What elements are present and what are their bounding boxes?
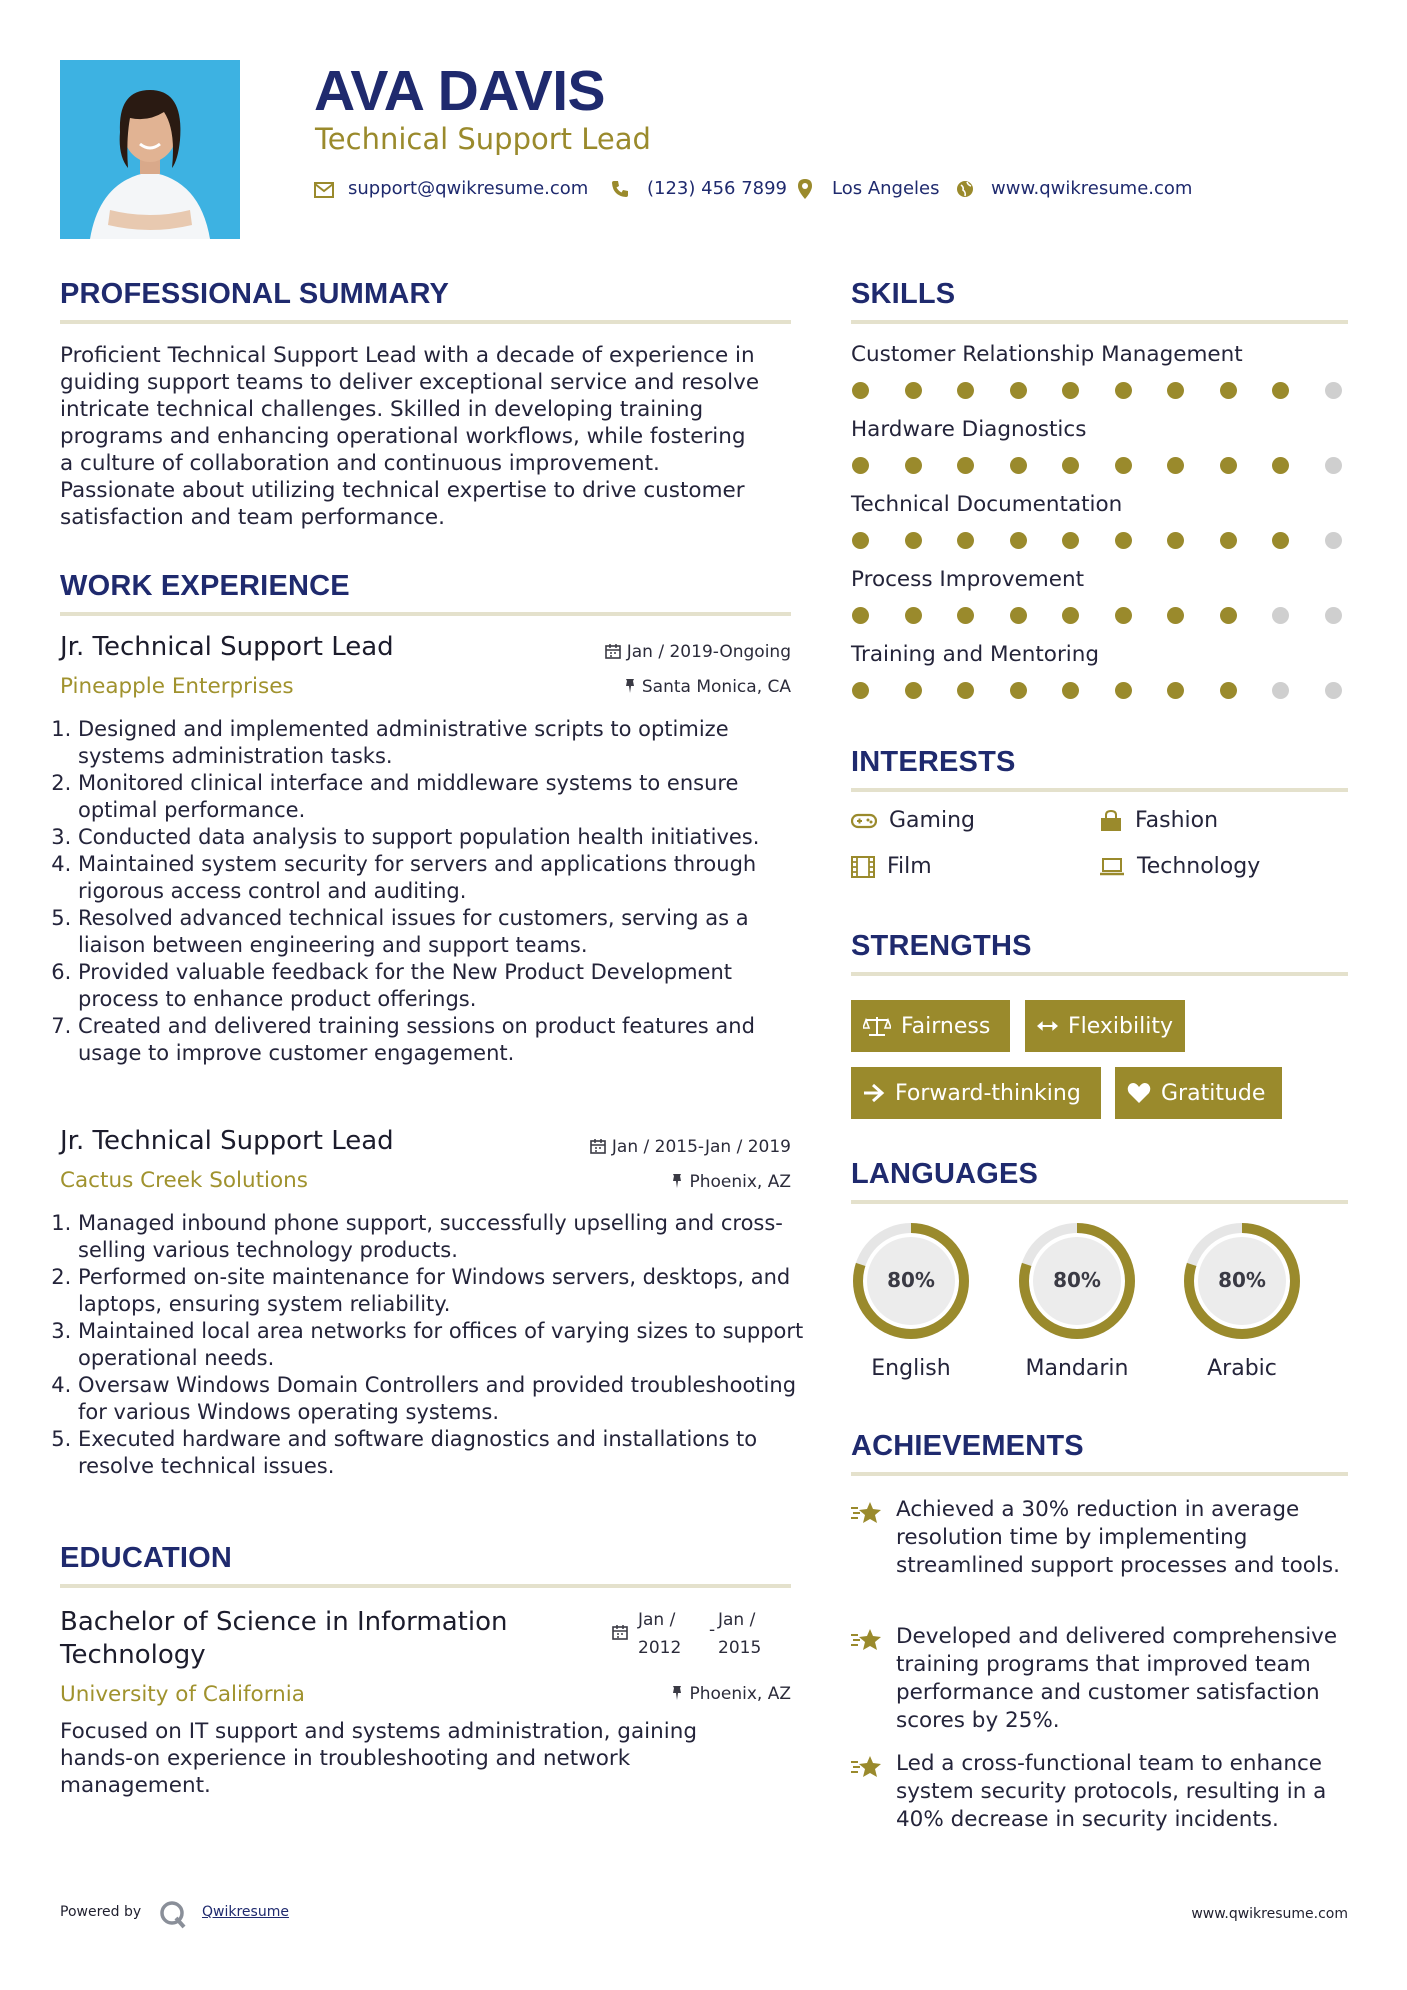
globe-icon [956,180,974,198]
skill-dot-filled [1220,457,1237,474]
job-title: Jr. Technical Support Lead [60,632,394,662]
list-item: 4. Maintained system security for servers and applications through rigorous access control and auditing. [78,851,813,905]
skill-dot-filled [1220,532,1237,549]
candidate-name: AVA DAVIS [314,59,606,123]
skill-dot-filled [1115,682,1132,699]
phone-number[interactable]: (123) 456 7899 [647,178,788,199]
skill-dot-filled [1062,682,1079,699]
balance-scale-icon [863,1015,891,1037]
skill-dot-filled [852,457,869,474]
strengths-divider [851,972,1348,976]
languages-divider [851,1200,1348,1204]
list-item: 2. Performed on-site maintenance for Windows servers, desktops, and laptops, ensuring system reliability. [78,1264,813,1318]
achievement-item: Led a cross-functional team to enhance system security protocols, resulting in a 40% decrease in security incidents. [896,1751,1327,1832]
list-item: 4. Oversaw Windows Domain Controllers and provided troubleshooting for various Windows operating systems. [78,1372,813,1426]
qwikresume-logo-icon [158,1899,188,1929]
shooting-star-icon [851,1754,883,1780]
avatar [60,60,240,239]
skill-dot-filled [1062,382,1079,399]
date-separator: - [709,1620,716,1640]
achievements-divider [851,1472,1348,1476]
language-name: Arabic [1207,1356,1277,1381]
heart-icon [1127,1082,1151,1104]
strength-tag-fairness: Fairness [851,1000,1010,1052]
strength-tag-flexibility: Flexibility [1025,1000,1185,1052]
language-percent: 80% [1218,1268,1266,1292]
skill-dot-filled [957,607,974,624]
calendar-icon [612,1624,628,1640]
job-bullets [60,1210,813,1480]
job-dates: Jan / 2015-Jan / 2019 [500,1137,791,1157]
list-item: 5. Resolved advanced technical issues for customers, serving as a liaison between engineering and support teams. [78,905,813,959]
qwikresume-link[interactable]: Qwikresume [202,1904,289,1920]
skill-rating [852,457,1342,474]
pushpin-icon [624,678,636,694]
candidate-title: Technical Support Lead [315,122,651,156]
language-name: English [871,1356,951,1381]
job-location: Santa Monica, CA [520,677,791,697]
skill-dot-empty [1325,607,1342,624]
skill-rating [852,382,1342,399]
contact-row [314,178,1214,204]
skill-rating [852,607,1342,624]
education-divider [60,1584,791,1588]
interest-technology: Technology [1099,854,1260,879]
experience-heading: WORK EXPERIENCE [60,570,350,602]
shooting-star-icon [851,1627,883,1653]
skill-name: Hardware Diagnostics [851,417,1087,442]
skill-dot-filled [1272,382,1289,399]
skill-dot-filled [1220,382,1237,399]
interests-divider [851,788,1348,792]
list-item: 3. Conducted data analysis to support population health initiatives. [78,824,813,851]
job-bullets [60,716,813,1067]
skill-dot-filled [1115,382,1132,399]
calendar-icon [590,1138,606,1154]
footer-website[interactable]: www.qwikresume.com [1191,1906,1348,1922]
company-name: Pineapple Enterprises [60,674,294,699]
summary-text: Proficient Technical Support Lead with a decade of experience in guiding support teams to deliver exceptional service and resolve intricate technical challenges. Skilled in developing training programs and enhancing operational workflows, while fostering a culture of collaboration and continuous improvement. Passionate about utilizing technical expertise to drive customer satisfaction and team performance. [60,343,760,530]
skill-dot-filled [1062,457,1079,474]
skill-dot-filled [957,382,974,399]
skill-rating [852,532,1342,549]
laptop-icon [1099,857,1125,877]
list-item: 1. Managed inbound phone support, successfully upselling and cross-selling various technology products. [78,1210,813,1264]
skill-dot-empty [1272,682,1289,699]
job-dates: Jan / 2019-Ongoing [520,642,791,662]
website-link[interactable]: www.qwikresume.com [991,178,1193,199]
skill-dot-filled [905,382,922,399]
skill-name: Training and Mentoring [851,642,1100,667]
skills-heading: SKILLS [851,278,956,310]
experience-divider [60,612,791,616]
arrows-horizontal-icon [1037,1019,1058,1033]
education-description: Focused on IT support and systems administration, gaining hands-on experience in troubleshooting and network management. [60,1719,697,1798]
strength-tag-gratitude: Gratitude [1115,1067,1282,1119]
school-location: Phoenix, AZ [520,1684,791,1704]
skill-dot-filled [1115,532,1132,549]
skill-dot-filled [1010,682,1027,699]
skill-dot-empty [1325,382,1342,399]
skill-name: Technical Documentation [851,492,1123,517]
skill-dot-filled [905,457,922,474]
skill-dot-empty [1272,607,1289,624]
location-text: Los Angeles [832,178,940,199]
skill-dot-filled [1220,607,1237,624]
skill-dot-filled [905,532,922,549]
list-item: 3. Maintained local area networks for offices of varying sizes to support operational needs. [78,1318,813,1372]
envelope-icon [314,182,334,198]
job-location: Phoenix, AZ [520,1172,791,1192]
languages-heading: LANGUAGES [851,1158,1039,1190]
skill-dot-empty [1325,457,1342,474]
skill-dot-filled [1010,382,1027,399]
list-item: 5. Executed hardware and software diagnostics and installations to resolve technical issues. [78,1426,813,1480]
skill-dot-empty [1325,532,1342,549]
interests-heading: INTERESTS [851,746,1016,778]
skill-dot-filled [1167,382,1184,399]
company-name: Cactus Creek Solutions [60,1168,309,1193]
skill-dot-filled [1220,682,1237,699]
skill-dot-filled [1010,532,1027,549]
achievements-heading: ACHIEVEMENTS [851,1430,1084,1462]
summary-divider [60,320,791,324]
email-link[interactable]: support@qwikresume.com [348,178,589,199]
degree-title: Bachelor of Science in Information Technology [60,1607,508,1670]
skill-dot-filled [1167,532,1184,549]
shooting-star-icon [851,1500,883,1526]
education-end-date: Jan / 2015 [718,1610,762,1658]
skill-name: Process Improvement [851,567,1085,592]
interest-gaming: Gaming [851,808,975,833]
gamepad-icon [851,813,877,829]
education-start-date: Jan / 2012 [638,1610,682,1658]
skills-divider [851,320,1348,324]
school-name: University of California [60,1682,305,1707]
achievement-item: Developed and delivered comprehensive training programs that improved team performance and customer satisfaction scores by 25%. [896,1624,1338,1733]
skill-dot-filled [1062,532,1079,549]
skill-dot-filled [957,682,974,699]
skill-dot-filled [852,607,869,624]
arrow-right-icon [863,1083,885,1103]
pushpin-icon [671,1173,683,1189]
skill-dot-filled [905,682,922,699]
interest-fashion: Fashion [1099,808,1218,833]
skill-dot-filled [957,457,974,474]
film-icon [851,856,875,878]
summary-heading: PROFESSIONAL SUMMARY [60,278,450,310]
skill-dot-filled [905,607,922,624]
skill-dot-filled [1272,457,1289,474]
calendar-icon [605,643,621,659]
list-item: 1. Designed and implemented administrative scripts to optimize systems administration tasks. [78,716,813,770]
skill-name: Customer Relationship Management [851,342,1243,367]
language-percent: 80% [887,1268,935,1292]
skill-dot-filled [1010,607,1027,624]
skill-dot-filled [1167,457,1184,474]
skill-dot-empty [1325,682,1342,699]
skill-dot-filled [957,532,974,549]
profile-photo [60,60,240,239]
skill-dot-filled [1062,607,1079,624]
skill-dot-filled [1115,607,1132,624]
job-title: Jr. Technical Support Lead [60,1126,394,1156]
skill-dot-filled [1010,457,1027,474]
skill-dot-filled [852,382,869,399]
skill-dot-filled [1167,682,1184,699]
strengths-heading: STRENGTHS [851,930,1032,962]
list-item: 2. Monitored clinical interface and middleware systems to ensure optimal performance. [78,770,813,824]
education-heading: EDUCATION [60,1542,233,1574]
language-name: Mandarin [1025,1356,1129,1381]
skill-dot-filled [852,532,869,549]
achievement-item: Achieved a 30% reduction in average resolution time by implementing streamlined support processes and tools. [896,1497,1340,1578]
powered-by-text: Powered by [60,1904,142,1920]
list-item: 7. Created and delivered training sessions on product features and usage to improve customer engagement. [78,1013,813,1067]
map-pin-icon [798,179,812,199]
skill-dot-filled [1167,607,1184,624]
list-item: 6. Provided valuable feedback for the New Product Development process to enhance product offerings. [78,959,813,1013]
skill-dot-filled [1115,457,1132,474]
strength-tag-forward-thinking: Forward-thinking [851,1067,1101,1119]
skill-dot-filled [852,682,869,699]
phone-icon [611,180,629,198]
pushpin-icon [671,1685,683,1701]
skill-rating [852,682,1342,699]
language-percent: 80% [1053,1268,1101,1292]
interest-film: Film [851,854,932,879]
skill-dot-filled [1272,532,1289,549]
shopping-bag-icon [1099,810,1123,832]
